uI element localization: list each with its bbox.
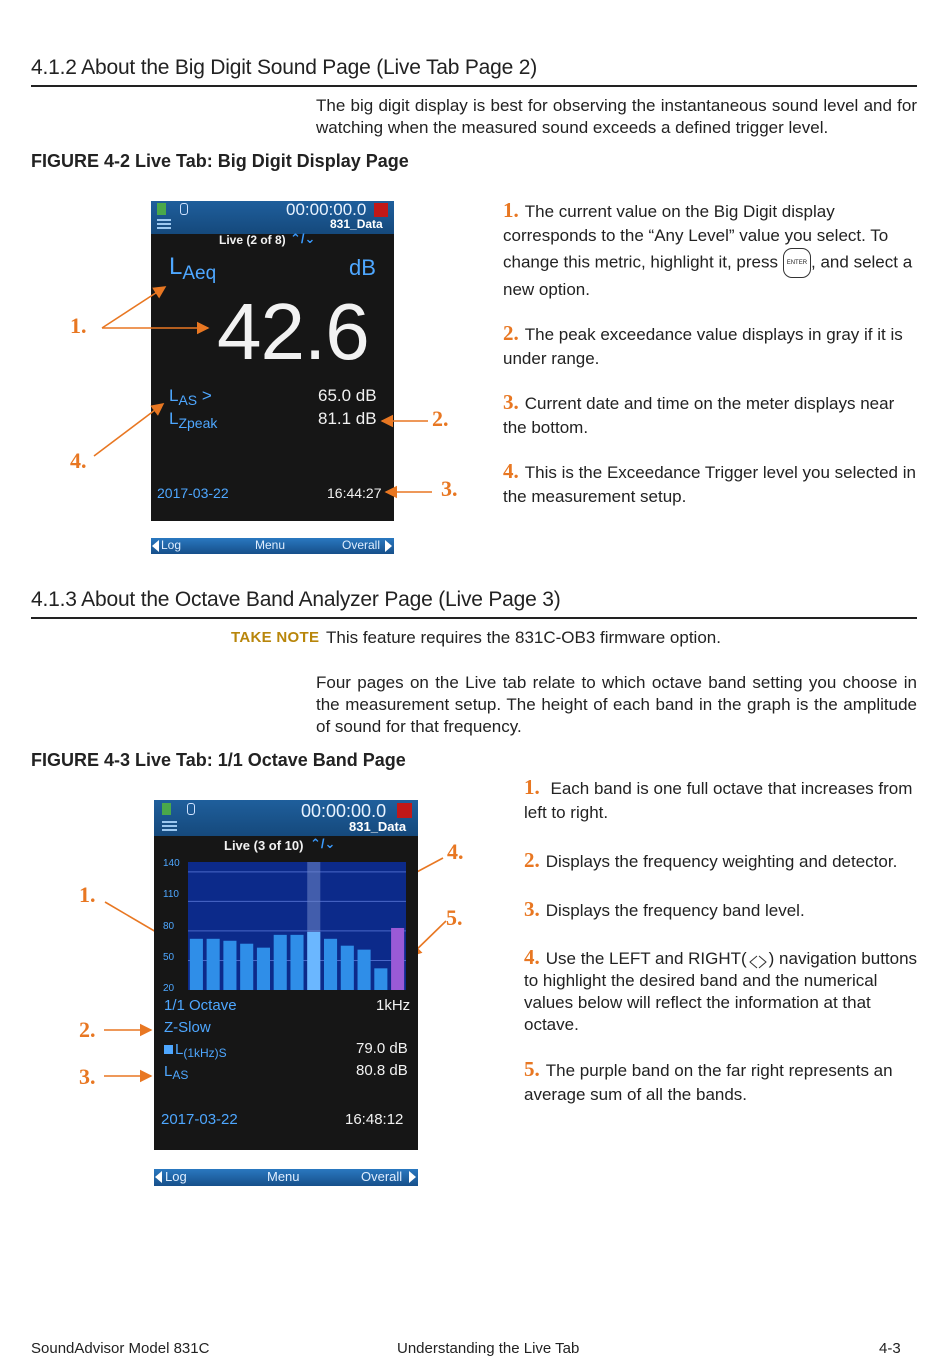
section-title-octave: 4.1.3 About the Octave Band Analyzer Page (Live Page 3) xyxy=(31,588,561,611)
figure-caption: FIGURE 4-2 Live Tab: Big Digit Display Page xyxy=(31,151,409,171)
take-note-text: This feature requires the 831C-OB3 firmware option. xyxy=(326,628,721,647)
section-intro: Four pages on the Live tab relate to which octave band setting you choose in the measurement setup. The height of each band in the graph is the amplitude of sound for that frequency. xyxy=(316,673,917,736)
timer: 00:00:00.0 xyxy=(286,200,367,219)
screen-time: 16:44:27 xyxy=(327,485,382,501)
meter-screen-octave xyxy=(154,800,418,1184)
footer-page-number: 4-3 xyxy=(879,1340,901,1357)
footer-chapter: Understanding the Live Tab xyxy=(397,1340,580,1357)
callout-1: 1. xyxy=(79,882,96,907)
timer: 00:00:00.0 xyxy=(301,801,387,821)
note-item: 2. The peak exceedance value displays in gray if it is under range. xyxy=(503,321,903,368)
callout-5: 5. xyxy=(446,905,463,930)
band-type-label[interactable]: 1/1 Octave xyxy=(164,997,237,1014)
octave-band-bar xyxy=(341,946,354,990)
overall-band-bar xyxy=(391,928,404,990)
overall-level-label[interactable]: $L_{AS}$ xyxy=(164,1063,189,1082)
softkey-log[interactable]: Log xyxy=(161,538,182,552)
octave-band-bar xyxy=(274,935,287,990)
octave-band-bar xyxy=(290,935,303,990)
octave-band-chart[interactable] xyxy=(188,862,406,990)
screen-time: 16:48:12 xyxy=(345,1111,404,1128)
note-item: 4. This is the Exceedance Trigger level you selected in the measurement setup. xyxy=(503,459,916,506)
exceedance-label[interactable]: $L_{AS}$ > xyxy=(169,386,212,408)
octave-band-bar xyxy=(190,939,203,990)
right-arrow-icon xyxy=(409,1171,416,1183)
note-item: 3. Displays the frequency band level. xyxy=(524,897,805,921)
take-note-label: TAKE NOTE xyxy=(231,629,320,646)
peak-label[interactable]: $L_{Zpeak}$ xyxy=(169,409,218,431)
note-item: 3. Current date and time on the meter displays near the bottom. xyxy=(503,390,895,437)
y-tick: 80 xyxy=(163,921,175,932)
screen-date: 2017-03-22 xyxy=(161,1111,238,1128)
band-frequency: 1kHz xyxy=(376,997,411,1014)
notes-list-octave xyxy=(524,775,918,1107)
callout-1: 1. xyxy=(70,313,87,338)
callout-4: 4. xyxy=(70,448,87,473)
softkey-menu[interactable]: Menu xyxy=(255,538,286,552)
page-indicator: Live (3 of 10) xyxy=(224,838,304,853)
weighting-label[interactable]: Z-Slow xyxy=(164,1019,211,1036)
octave-band-bar xyxy=(358,950,371,990)
octave-band-bar xyxy=(207,939,220,990)
footer-product: SoundAdvisor Model 831C xyxy=(31,1340,210,1357)
page-indicator: Live (2 of 8) xyxy=(219,233,286,247)
callout-2: 2. xyxy=(79,1017,96,1042)
big-digit-value: 42.6 xyxy=(217,287,369,376)
left-right-nav-icon xyxy=(747,953,769,967)
octave-band-bar xyxy=(257,948,270,990)
y-tick: 20 xyxy=(163,983,175,994)
unit-label: dB xyxy=(349,255,376,280)
file-name: 831_Data xyxy=(349,819,407,834)
left-arrow-icon xyxy=(155,1171,162,1183)
section-title-big-digit: 4.1.2 About the Big Digit Sound Page (Live Tab Page 2) xyxy=(31,56,538,79)
overall-level-value: 80.8 dB xyxy=(356,1062,408,1079)
callout-3: 3. xyxy=(441,476,458,501)
note-item: 1. Each band is one full octave that increases from left to right. xyxy=(524,775,913,822)
callout-3: 3. xyxy=(79,1064,96,1089)
y-tick: 110 xyxy=(163,889,179,900)
callout-4: 4. xyxy=(447,839,464,864)
octave-band-bar xyxy=(324,939,337,990)
softkey-bar xyxy=(154,1169,418,1186)
menu-list-icon[interactable] xyxy=(162,821,177,831)
y-tick: 50 xyxy=(163,952,175,963)
screen-date: 2017-03-22 xyxy=(157,485,229,501)
battery-icon xyxy=(162,803,171,815)
metric-label[interactable]: $L_{Aeq}$ xyxy=(169,253,217,284)
enter-key-icon: ENTER xyxy=(783,248,811,278)
exceedance-value: 65.0 dB xyxy=(318,386,377,405)
page-nav-arrows-icon[interactable]: ⌃/⌄ xyxy=(310,836,336,851)
softkey-log[interactable]: Log xyxy=(165,1169,187,1184)
file-name: 831_Data xyxy=(330,217,383,231)
screen-status-bar xyxy=(154,800,418,836)
band-level-value: 79.0 dB xyxy=(356,1040,408,1057)
band-level-label[interactable]: $L_{(1kHz)S}$ xyxy=(164,1041,227,1058)
mic-icon xyxy=(187,803,195,815)
record-icon xyxy=(397,803,412,818)
band-color-swatch xyxy=(164,1045,173,1054)
section-intro: The big digit display is best for observing the instantaneous sound level and for watching when the measured sound exceeds a defined trigger level. xyxy=(316,96,917,137)
octave-band-bar xyxy=(374,968,387,990)
note-item: 1. The current value on the Big Digit display corresponds to the “Any Level” value you select. To change this metric, highlight it, press ENTER , and select a new option. xyxy=(503,198,913,299)
y-tick: 140 xyxy=(163,858,180,869)
peak-value: 81.1 dB xyxy=(318,409,377,428)
note-item: 2. Displays the frequency weighting and detector. xyxy=(524,848,898,872)
octave-band-bar xyxy=(307,932,320,990)
figure-caption: FIGURE 4-3 Live Tab: 1/1 Octave Band Page xyxy=(31,750,406,770)
softkey-overall[interactable]: Overall xyxy=(361,1169,403,1184)
note-item: 4. Use the LEFT and RIGHT( ) navigation buttons to highlight the desired band and the numerical values below will reflect the information at that octave. xyxy=(524,945,918,1034)
callout-2: 2. xyxy=(432,406,449,431)
softkey-overall[interactable]: Overall xyxy=(342,538,381,552)
page-nav-arrows-icon[interactable]: ⌃/⌄ xyxy=(290,231,316,246)
octave-band-bar xyxy=(223,941,236,990)
section-rule xyxy=(31,617,917,619)
note-item: 5. The purple band on the far right represents an average sum of all the bands. xyxy=(524,1057,893,1104)
softkey-menu[interactable]: Menu xyxy=(267,1169,300,1184)
notes-list-big-digit xyxy=(503,198,917,509)
octave-band-bar xyxy=(240,944,253,990)
